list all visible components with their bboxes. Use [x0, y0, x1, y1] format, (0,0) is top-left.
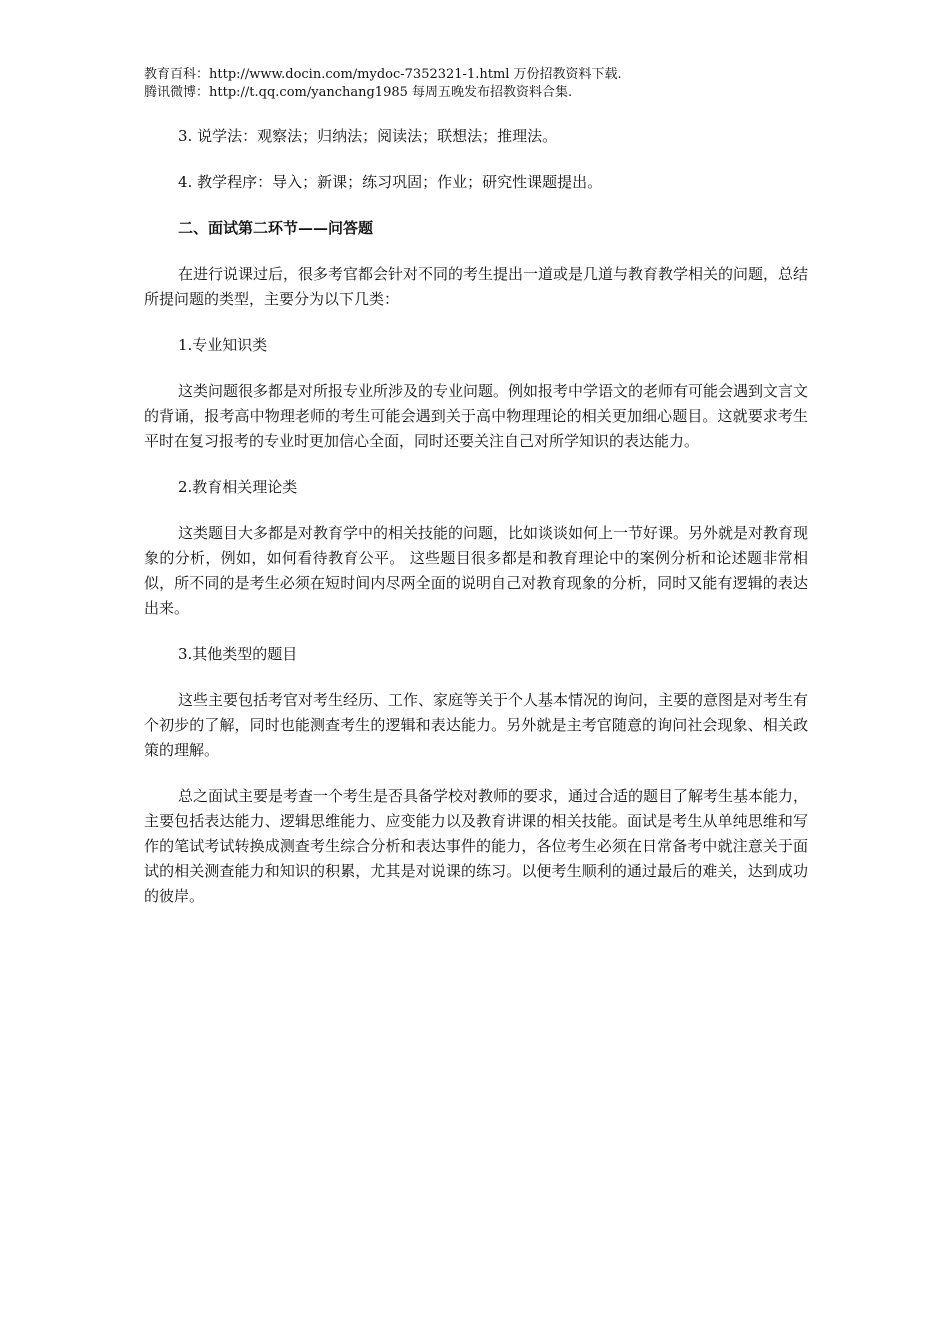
category-3-paragraph: 这些主要包括考官对考生经历、工作、家庭等关于个人基本情况的询问，主要的意图是对考生有个初步的了解，同时也能测查考生的逻辑和表达能力。另外就是主考官随意的询问社会现象、相关政策的理解。: [144, 691, 809, 759]
header-line-docin: 教育百科：http://www.docin.com/mydoc-7352321-1.html 万份招教资料下载.: [144, 67, 622, 82]
header-line-weibo: 腾讯微博：http://t.qq.com/yanchang1985 每周五晚发布招教资料合集.: [144, 85, 573, 100]
category-3-title: 3.其他类型的题目: [178, 645, 298, 663]
category-1-paragraph: 这类问题很多都是对所报专业所涉及的专业问题。例如报考中学语文的老师有可能会遇到文言文的背诵，报考高中物理老师的考生可能会遇到关于高中物理理论的相关更加细心题目。这就要求考生平时在复习报考的专业时更加信心全面，同时还要关注自己对所学知识的表达能力。: [144, 382, 809, 450]
page-header: [144, 66, 824, 102]
category-1-title: 1.专业知识类: [178, 336, 268, 354]
category-2-paragraph: 这类题目大多都是对教育学中的相关技能的问题，比如谈谈如何上一节好课。另外就是对教育现象的分析，例如，如何看待教育公平。 这些题目很多都是和教育理论中的案例分析和论述题非常相似，所不同的是考生必须在短时间内尽两全面的说明自己对教育现象的分析，同时又能有逻辑的表达出来。: [144, 524, 809, 617]
method-study-item: 3. 说学法：观察法；归纳法；阅读法；联想法；推理法。: [178, 127, 558, 145]
teaching-process-item: 4. 教学程序：导入；新课；练习巩固；作业；研究性课题提出。: [178, 173, 603, 191]
document-body: [144, 124, 808, 930]
category-2-title: 2.教育相关理论类: [178, 478, 298, 496]
section-heading: 二、面试第二环节——问答题: [178, 219, 374, 237]
conclusion-paragraph: 总之面试主要是考查一个考生是否具备学校对教师的要求，通过合适的题目了解考生基本能力，主要包括表达能力、逻辑思维能力、应变能力以及教育讲课的相关技能。面试是考生从单纯思维和写作的笔试考试转换成测查考生综合分析和表达事件的能力，各位考生必须在日常备考中就注意关于面试的相关测查能力和知识的积累，尤其是对说课的练习。以便考生顺利的通过最后的难关，达到成功的彼岸。: [144, 787, 809, 905]
section-intro-paragraph: 在进行说课过后，很多考官都会针对不同的考生提出一道或是几道与教育教学相关的问题，总结所提问题的类型，主要分为以下几类：: [144, 265, 809, 308]
